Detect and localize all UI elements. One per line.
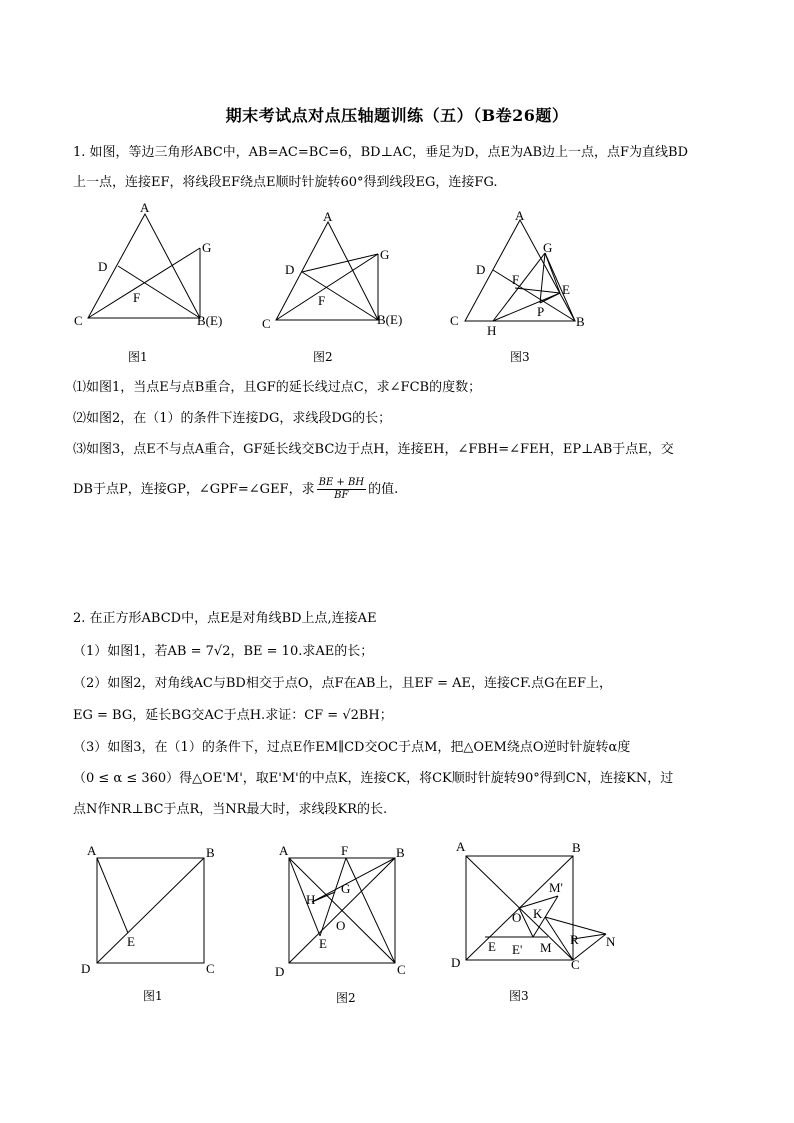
fig-label: O <box>512 910 522 925</box>
fig-label: B(E) <box>377 312 403 327</box>
fig-label: E' <box>512 942 523 957</box>
figure-caption: 图2 <box>336 991 356 1005</box>
fig-label: A <box>279 843 289 858</box>
fig-label: F <box>512 272 520 287</box>
fig-label: P <box>537 304 545 319</box>
fig-label: A <box>515 208 525 223</box>
problem2-line7: 点N作NR⊥BC于点R，当NR最大时，求线段KR的长. <box>73 802 388 817</box>
fig-label: D <box>98 259 108 274</box>
fig-label: C <box>74 313 83 328</box>
fig-label: O <box>336 918 346 933</box>
problem1-q2: ⑵如图2，在（1）的条件下连接DG，求线段DG的长； <box>73 411 392 426</box>
fig-label: B <box>572 840 581 855</box>
problem2-line4: EG = BG，延长BG交AC于点H.求证：CF = √2BH； <box>73 708 393 723</box>
fig-label: N <box>606 934 616 949</box>
figure-caption: 图3 <box>509 989 529 1003</box>
fig-label: F <box>133 290 141 305</box>
problem1-line2: 上一点，连接EF，将线段EF绕点E顺时针旋转60°得到线段EG，连接FG. <box>73 175 498 190</box>
fig-label: A <box>140 200 150 215</box>
fig-label: E <box>319 936 327 951</box>
p1-figure1 <box>70 200 240 335</box>
fig-label: D <box>275 964 285 979</box>
q3b-text: DB于点P，连接GP，∠GPF=∠GEF，求 <box>73 482 315 497</box>
fig-label: K <box>533 906 543 921</box>
fig-label: D <box>451 955 461 970</box>
fig-label: E <box>127 934 135 949</box>
fig-label: G <box>380 247 390 262</box>
problem2-line5: （3）如图3，在（1）的条件下，过点E作EM∥CD交OC于点M，把△OEM绕点O逆时针旋转α度 <box>73 740 631 755</box>
p2-figure1 <box>80 840 230 980</box>
fig-label: D <box>476 262 486 277</box>
figure-caption: 图1 <box>128 350 148 364</box>
p1-figure3 <box>445 208 605 338</box>
fig-label: A <box>323 209 333 224</box>
fig-label: C <box>206 961 215 976</box>
problem1-q1: ⑴如图1，当点E与点B重合，且GF的延长线过点C，求∠FCB的度数； <box>73 380 482 395</box>
figure-caption: 图2 <box>313 350 333 364</box>
problem2-line1: 2. 在正方形ABCD中，点E是对角线BD上点,连接AE <box>73 611 377 626</box>
fig-label: G <box>543 240 553 255</box>
p2-figure2 <box>275 840 415 980</box>
fraction <box>317 477 366 502</box>
fig-label: A <box>87 843 97 858</box>
fig-label: C <box>397 962 406 977</box>
fig-label: E <box>488 939 496 954</box>
fraction-denominator: BF <box>334 490 349 501</box>
problem1-q3b <box>73 477 398 502</box>
fig-label: F <box>341 843 349 858</box>
q3b-text-end: 的值. <box>368 482 399 497</box>
fig-label: M' <box>549 880 563 895</box>
problem2-line6: （0 ≤ α ≤ 360）得△OE'M'，取E'M'的中点K，连接CK，将CK顺时针旋转90°得到CN，连接KN，过 <box>73 771 674 786</box>
p1-figure2 <box>258 209 428 337</box>
fig-label: B <box>576 314 585 329</box>
p2-figure3 <box>448 836 623 976</box>
fig-label: C <box>262 316 271 331</box>
problem1-line1: 1. 如图，等边三角形ABC中，AB=AC=BC=6，BD⊥AC，垂足为D，点E为AB边上一点，点F为直线BD <box>73 145 689 160</box>
problem2-line2: （1）如图1，若AB = 7√2，BE = 10.求AE的长； <box>73 644 374 659</box>
fig-label: M <box>540 940 552 955</box>
fig-label: G <box>341 881 351 896</box>
fig-label: B <box>396 845 405 860</box>
figure-caption: 图1 <box>143 989 163 1003</box>
fig-label: C <box>571 957 580 972</box>
fig-label: B <box>206 845 215 860</box>
fig-label: H <box>306 892 316 907</box>
figure-caption: 图3 <box>510 350 530 364</box>
fig-label: F <box>318 293 326 308</box>
fig-label: E <box>562 282 570 297</box>
fig-label: R <box>570 932 579 947</box>
problem1-q3a: ⑶如图3，点E不与点A重合，GF延长线交BC边于点H，连接EH，∠FBH=∠FEH，EP⊥AB于点E，交 <box>73 442 674 457</box>
fraction-numerator: BE + BH <box>318 477 365 488</box>
fig-label: A <box>456 839 466 854</box>
fig-label: B(E) <box>197 313 223 328</box>
problem2-line3: （2）如图2，对角线AC与BD相交于点O，点F在AB上，且EF = AE，连接CF.点G在EF上， <box>73 676 612 691</box>
fig-label: D <box>285 262 295 277</box>
fig-label: C <box>450 313 459 328</box>
fig-label: H <box>487 323 497 338</box>
page-title: 期末考试点对点压轴题训练（五）（B卷26题） <box>225 106 569 125</box>
fig-label: G <box>202 240 212 255</box>
fig-label: D <box>81 961 91 976</box>
